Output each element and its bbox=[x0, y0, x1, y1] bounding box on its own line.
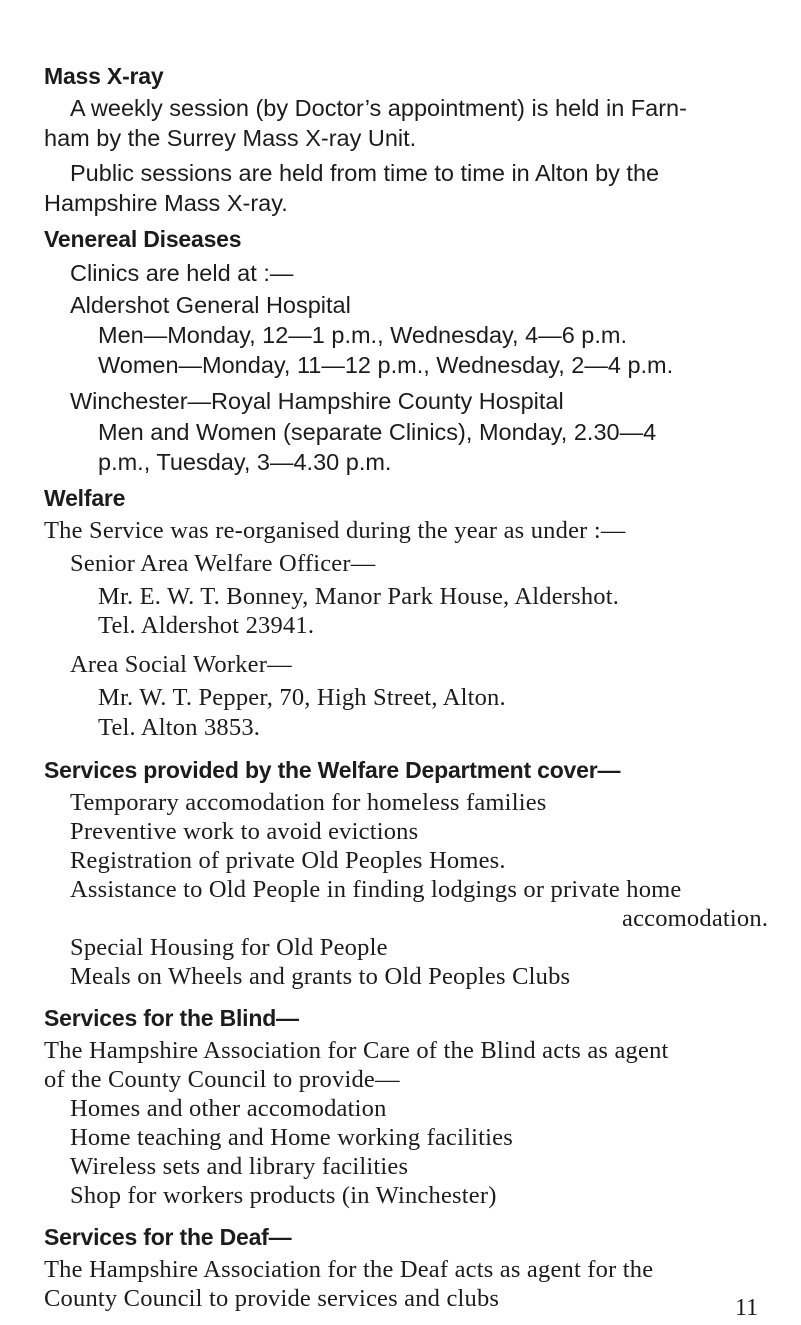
blind-service-item: Shop for workers products (in Winchester) bbox=[70, 1182, 497, 1209]
area-social-worker-title: Area Social Worker— bbox=[70, 651, 292, 678]
aldershot-hospital: Aldershot General Hospital bbox=[70, 292, 351, 318]
aldershot-women-hours: Women—Monday, 11—12 p.m., Wednesday, 2—4 p.m. bbox=[98, 352, 674, 378]
deaf-services-line-2: County Council to provide services and clubs bbox=[44, 1285, 500, 1312]
welfare-services-heading: Services provided by the Welfare Department cover— bbox=[44, 757, 621, 783]
senior-welfare-officer-tel: Tel. Aldershot 23941. bbox=[98, 612, 315, 639]
mass-xray-heading: Mass X-ray bbox=[44, 63, 164, 89]
senior-welfare-officer-name: Mr. E. W. T. Bonney, Manor Park House, Aldershot. bbox=[98, 583, 620, 610]
welfare-service-item: Assistance to Old People in finding lodgings or private home bbox=[70, 876, 682, 903]
senior-welfare-officer-title: Senior Area Welfare Officer— bbox=[70, 550, 376, 577]
page-number: 11 bbox=[735, 1295, 759, 1321]
venereal-clinics-intro: Clinics are held at :— bbox=[70, 260, 294, 286]
mass-xray-paragraph-1-line-1: A weekly session (by Doctor’s appointment) is held in Farn- bbox=[70, 95, 687, 121]
welfare-service-item-continuation: accomodation. bbox=[622, 905, 769, 932]
aldershot-men-hours: Men—Monday, 12—1 p.m., Wednesday, 4—6 p.m. bbox=[98, 322, 627, 348]
deaf-services-line-1: The Hampshire Association for the Deaf acts as agent for the bbox=[44, 1256, 654, 1283]
welfare-intro: The Service was re-organised during the year as under :— bbox=[44, 517, 626, 544]
blind-service-item: Home teaching and Home working facilities bbox=[70, 1124, 513, 1151]
deaf-services-heading: Services for the Deaf— bbox=[44, 1224, 292, 1250]
winchester-hours-line-1: Men and Women (separate Clinics), Monday, 2.30—4 bbox=[98, 419, 657, 445]
welfare-service-item: Temporary accomodation for homeless families bbox=[70, 789, 547, 816]
welfare-service-item: Registration of private Old Peoples Homes. bbox=[70, 847, 506, 874]
area-social-worker-tel: Tel. Alton 3853. bbox=[98, 714, 261, 741]
welfare-service-item: Special Housing for Old People bbox=[70, 934, 388, 961]
blind-services-heading: Services for the Blind— bbox=[44, 1005, 299, 1031]
welfare-service-item: Preventive work to avoid evictions bbox=[70, 818, 419, 845]
welfare-service-item: Meals on Wheels and grants to Old Peoples Clubs bbox=[70, 963, 571, 990]
winchester-hours-line-2: p.m., Tuesday, 3—4.30 p.m. bbox=[98, 449, 392, 475]
venereal-diseases-heading: Venereal Diseases bbox=[44, 226, 242, 252]
area-social-worker-name: Mr. W. T. Pepper, 70, High Street, Alton. bbox=[98, 684, 506, 711]
blind-services-line-1: The Hampshire Association for Care of the Blind acts as agent bbox=[44, 1037, 669, 1064]
winchester-hospital: Winchester—Royal Hampshire County Hospital bbox=[70, 388, 564, 414]
blind-services-line-2: of the County Council to provide— bbox=[44, 1066, 400, 1093]
blind-service-item: Homes and other accomodation bbox=[70, 1095, 387, 1122]
welfare-heading: Welfare bbox=[44, 485, 126, 511]
mass-xray-paragraph-2-line-2: Hampshire Mass X-ray. bbox=[44, 190, 288, 216]
mass-xray-paragraph-1-line-2: ham by the Surrey Mass X-ray Unit. bbox=[44, 125, 417, 151]
mass-xray-paragraph-2-line-1: Public sessions are held from time to time in Alton by the bbox=[70, 160, 660, 186]
blind-service-item: Wireless sets and library facilities bbox=[70, 1153, 409, 1180]
